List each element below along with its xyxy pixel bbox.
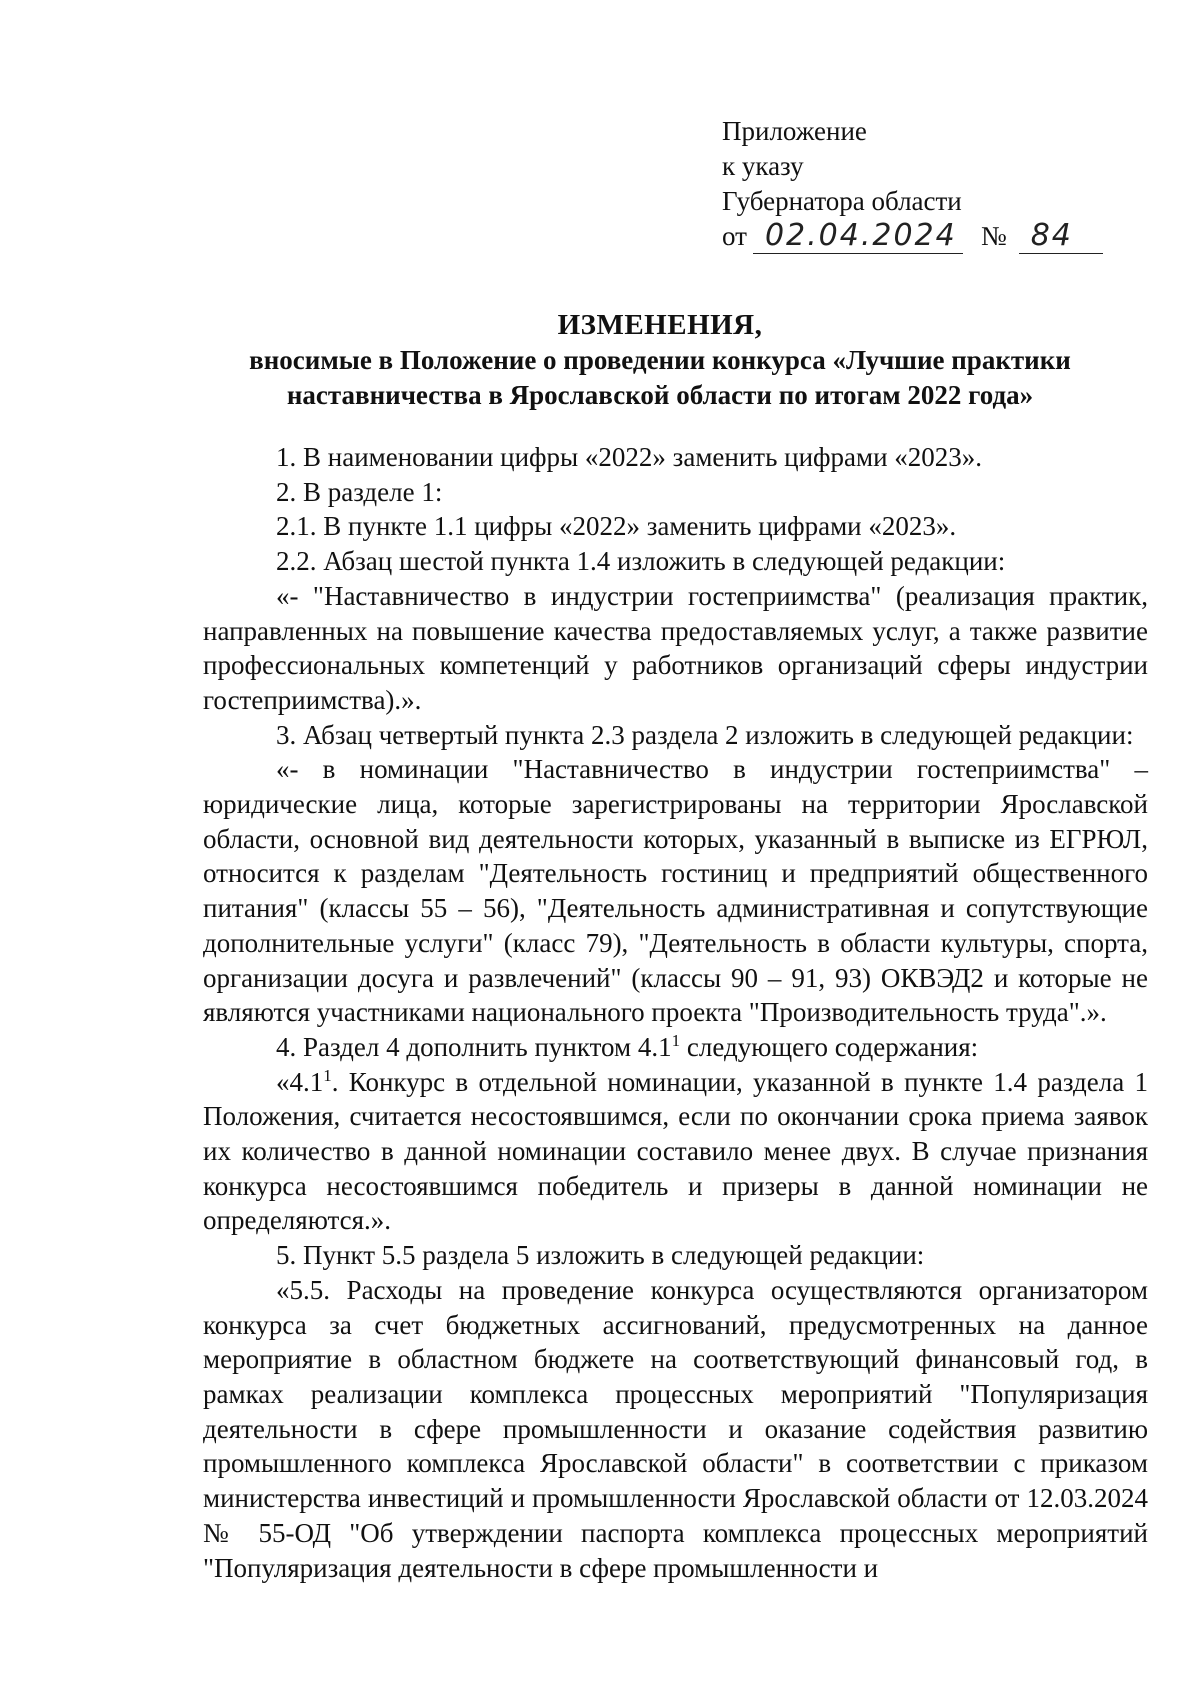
paragraph-5: 5. Пункт 5.5 раздела 5 изложить в следующей редакции: [276, 1240, 925, 1271]
annex-line-appendix: Приложение [722, 116, 867, 146]
title-line-3: наставничества в Ярославской области по итогам 2022 года» [286, 380, 1034, 410]
paragraph-3: 3. Абзац четвертый пункта 2.3 раздела 2 изложить в следующей редакции: [276, 719, 1134, 750]
date-field [753, 218, 963, 254]
paragraph-2-1: 2.1. В пункте 1.1 цифры «2022» заменить цифрами «2023». [276, 511, 957, 542]
paragraph-4: 4. Раздел 4 дополнить пунктом $4.1^1$ следующего содержания: [276, 1030, 979, 1062]
paragraph-4-quote: «$4.1^1$. Конкурс в отдельной номинации, указанной в пункте 1.4 раздела 1 Положения, считается несостоявшимся, если по окончании срока приема заявок их количество в данной номинации составило менее двух. В случае признания конкурса несостоявшимся победитель и призеры в данной номинации не определяются.». [203, 1065, 1148, 1236]
document-body [203, 440, 1148, 1585]
annex-number-label: № [980, 221, 1007, 251]
paragraph-3-quote: «- в номинации "Наставничество в индустрии гостеприимства" – юридические лица, которые зарегистрированы на территории Ярославской области, основной вид деятельности которых, указанный в выписке из ЕГРЮЛ, относится к разделам "Деятельность гостиниц и предприятий общественного питания" (классы 55 – 56), "Деятельность административная и сопутствующие дополнительные услуги" (класс 79), "Деятельность в области культуры, спорта, организации досуга и развлечений" (классы 90 – 91, 93) ОКВЭД2 и которые не являются участниками национального проекта "Производительность труда".». [203, 754, 1148, 1028]
paragraph-2-2: 2.2. Абзац шестой пункта 1.4 изложить в следующей редакции: [276, 546, 1006, 577]
annex-block [722, 114, 1103, 254]
handwritten-number: 84 [1030, 218, 1073, 253]
annex-line-date-number [722, 219, 1103, 254]
paragraph-1: 1. В наименовании цифры «2022» заменить цифрами «2023». [276, 442, 983, 472]
annex-line-to-decree: к указу [722, 151, 804, 181]
title-heading: ИЗМЕНЕНИЯ, [557, 309, 763, 341]
handwritten-date: 02.04.2024 [764, 218, 957, 253]
title-line-2: вносимые в Положение о проведении конкурса «Лучшие практики [249, 345, 1071, 375]
number-field [1019, 218, 1103, 254]
annex-line-governor: Губернатора области [722, 186, 962, 216]
annex-from-label: от [722, 221, 747, 251]
paragraph-5-quote: «5.5. Расходы на проведение конкурса осуществляются организатором конкурса за счет бюджетных ассигнований, предусмотренных на данное мероприятие в областном бюджете на соответствующий финансовый год, в рамках реализации комплекса процессных мероприятий "Популяризация деятельности в сфере промышленности и оказание содействия развитию промышленного комплекса Ярославской области" в соответствии с приказом министерства инвестиций и промышленности Ярославской области от 12.03.2024 № 55-ОД "Об утверждении паспорта комплекса процессных мероприятий "Популяризация деятельности в сфере промышленности и [203, 1274, 1148, 1583]
paragraph-2: 2. В разделе 1: [276, 476, 443, 507]
document-title [200, 308, 1120, 413]
paragraph-2-2-quote: «- "Наставничество в индустрии гостеприимства" (реализация практик, направленных на повышение качества предоставляемых услуг, а также развитие профессиональных компетенций у работников организаций сферы индустрии гостеприимства).». [203, 580, 1148, 715]
